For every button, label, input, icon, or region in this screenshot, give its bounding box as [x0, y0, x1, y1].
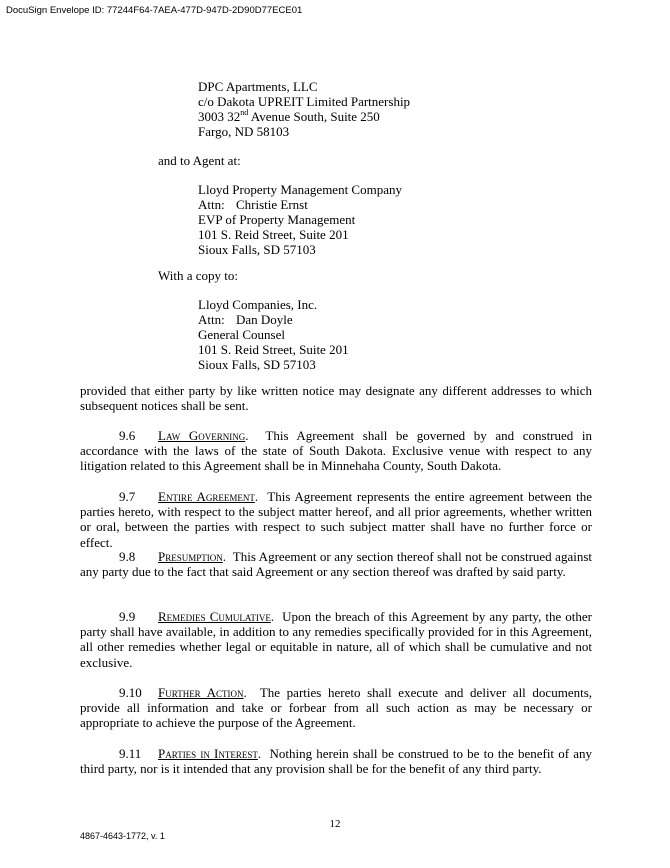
section-text: This Agreement represents the entire agreement between the parties hereto, with respect to the subject matter hereof, and all prior agreements, whether written or oral, between the parties with respect to such subject matter shall have no further force or effect. [80, 489, 592, 550]
section-number: 9.10 [119, 685, 142, 700]
section-heading: Entire Agreement [158, 489, 255, 504]
copy-attn [198, 312, 349, 327]
owner-name: DPC Apartments, LLC [198, 79, 318, 94]
document-id: 4867-4643-1772, v. 1 [80, 831, 165, 841]
section-text: Nothing herein shall be construed to be to the benefit of any third party, nor is it intended that any provision shall be for the benefit of any third party. [80, 746, 593, 777]
owner-street [198, 109, 410, 124]
section-heading: Parties in Interest [158, 746, 258, 761]
agent-attn [198, 197, 402, 212]
section-heading: Further Action [158, 685, 244, 700]
page-number: 12 [329, 818, 341, 830]
section-number: 9.6 [119, 428, 136, 443]
section-text: This Agreement shall be governed by and construed in accordance with the laws of the state of South Dakota. Exclusive venue with respect to any litigation related to this Agreement shall be in Minnehaha County, South Dakota. [80, 428, 592, 474]
agent-intro: and to Agent at: [158, 153, 241, 168]
section-9-9: 9.9 Remedies Cumulative. Upon the breach of this Agreement by any party, the other party shall have available, in addition to any remedies specifically provided for in this Agreement, all other remedies whether legal or equitable in nature, all of which shall be cumulative and not exclusive. [80, 609, 592, 670]
owner-street-suffix: Avenue South, Suite 250 [248, 109, 380, 124]
owner-address-block [198, 79, 410, 139]
copy-address-block [198, 297, 349, 372]
agent-city: Sioux Falls, SD 57103 [198, 242, 316, 257]
section-text: This Agreement or any section thereof shall not be construed against any party due to the fact that said Agreement or any section thereof was drafted by said party. [80, 549, 592, 580]
notice-tail-paragraph: provided that either party by like written notice may designate any different addresses to which subsequent notices shall be sent. [80, 383, 592, 414]
copy-intro: With a copy to: [158, 268, 238, 283]
agent-name: Lloyd Property Management Company [198, 182, 402, 197]
owner-street-prefix: 3003 32 [198, 109, 241, 124]
copy-attn-name: Dan Doyle [236, 312, 293, 327]
owner-street-ordinal: nd [240, 107, 249, 117]
section-number: 9.11 [119, 746, 142, 761]
owner-city: Fargo, ND 58103 [198, 124, 290, 139]
copy-title: General Counsel [198, 327, 286, 342]
section-9-8: 9.8 Presumption. This Agreement or any section thereof shall not be construed against any party due to the fact that said Agreement or any section thereof was drafted by said party. [80, 549, 592, 580]
section-number: 9.7 [119, 489, 136, 504]
agent-attn-label: Attn: [198, 197, 225, 212]
agent-attn-name: Christie Ernst [236, 197, 308, 212]
section-9-10: 9.10 Further Action. The parties hereto shall execute and deliver all documents, provide all information and take or forbear from all such action as may be necessary or appropriate to achieve the purpose of the Agreement. [80, 685, 593, 731]
section-heading: Presumption [158, 549, 223, 564]
section-text: The parties hereto shall execute and deliver all documents, provide all information and take or forbear from all such action as may be necessary or appropriate to achieve the purpose of the Agreement. [80, 685, 593, 731]
agent-address-block [198, 182, 402, 257]
copy-city: Sioux Falls, SD 57103 [198, 357, 316, 372]
copy-name: Lloyd Companies, Inc. [198, 297, 318, 312]
section-number: 9.9 [119, 609, 136, 624]
copy-attn-label: Attn: [198, 312, 225, 327]
section-text: Upon the breach of this Agreement by any party, the other party shall have available, in addition to any remedies specifically provided for in this Agreement, all other remedies whether legal or equitable in nature, all of which shall be cumulative and not exclusive. [80, 609, 592, 670]
section-heading: Remedies Cumulative [158, 609, 271, 624]
agent-title: EVP of Property Management [198, 212, 356, 227]
section-heading: Law Governing [158, 428, 246, 443]
section-9-6: 9.6 Law Governing. This Agreement shall be governed by and construed in accordance with the laws of the state of South Dakota. Exclusive venue with respect to any litigation related to this Agreement shall be in Minnehaha County, South Dakota. [80, 428, 592, 474]
section-9-7: 9.7 Entire Agreement. This Agreement represents the entire agreement between the parties hereto, with respect to the subject matter hereof, and all prior agreements, whether written or oral, between the parties with respect to such subject matter shall have no further force or effect. [80, 489, 592, 550]
section-9-11: 9.11 Parties in Interest. Nothing herein shall be construed to be to the benefit of any third party, nor is it intended that any provision shall be for the benefit of any third party. [80, 746, 593, 777]
section-number: 9.8 [119, 549, 136, 564]
agent-street: 101 S. Reid Street, Suite 201 [198, 227, 349, 242]
owner-care-of: c/o Dakota UPREIT Limited Partnership [198, 94, 411, 109]
docusign-envelope-id: DocuSign Envelope ID: 77244F64-7AEA-477D-947D-2D90D77ECE01 [6, 5, 303, 16]
copy-street: 101 S. Reid Street, Suite 201 [198, 342, 349, 357]
